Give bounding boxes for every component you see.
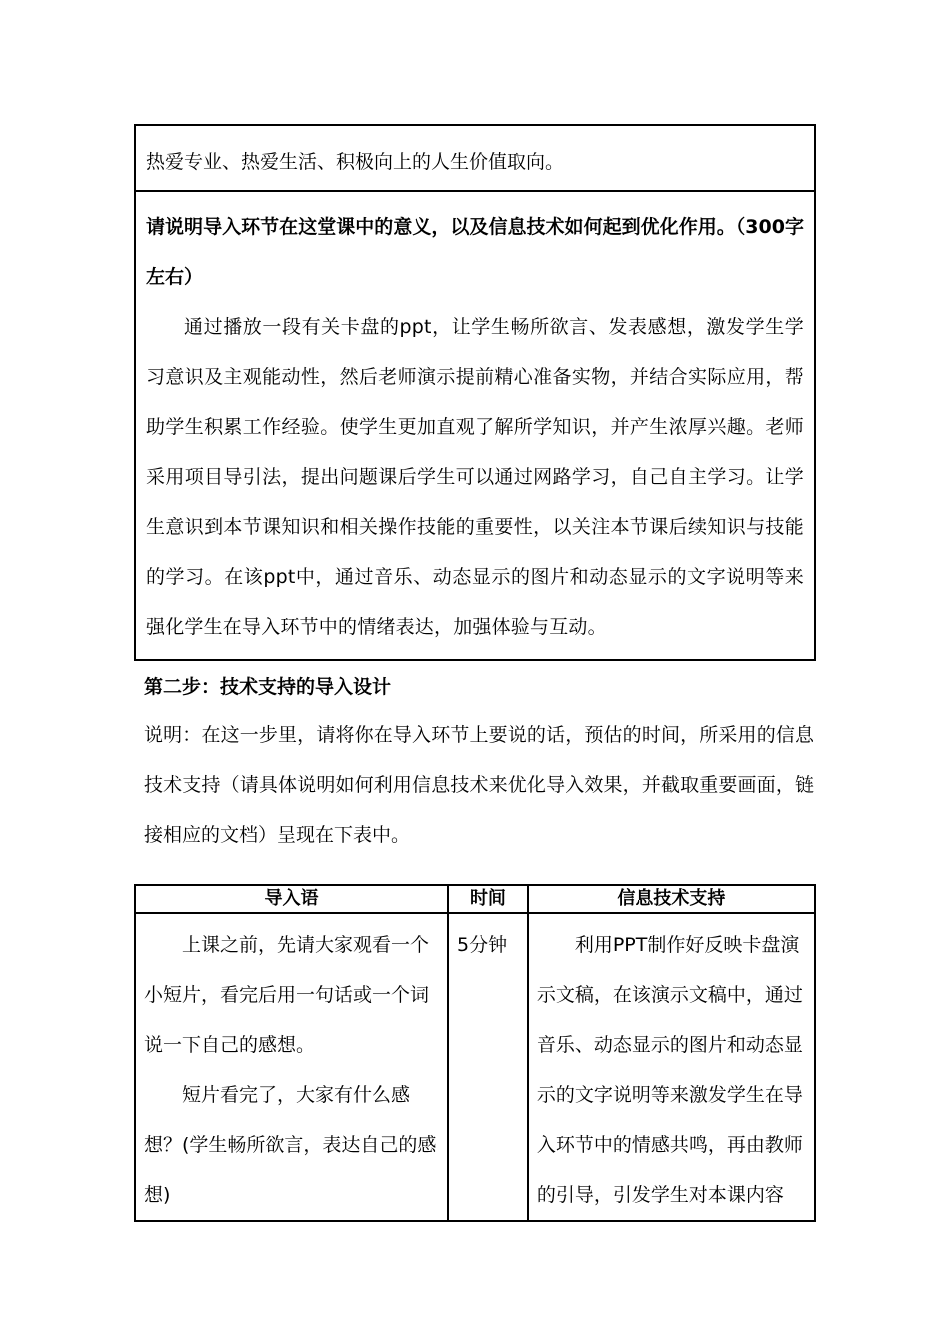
question-prompt: 请说明导入环节在这堂课中的意义，以及信息技术如何起到优化作用。（300字左右） bbox=[146, 216, 804, 288]
table-row bbox=[135, 913, 815, 1221]
header-intro: 导入语 bbox=[135, 885, 448, 913]
header-tech: 信息技术支持 bbox=[528, 885, 815, 913]
time-cell: 5分钟 bbox=[448, 913, 528, 1221]
intro-design-table bbox=[134, 884, 816, 1222]
intro-paragraph-2: 短片看完了，大家有什么感想？(学生畅所欲言，表达自己的感想) bbox=[144, 1084, 437, 1206]
intro-cell bbox=[135, 913, 448, 1221]
table-header-row bbox=[135, 885, 815, 913]
tech-cell: 利用PPT制作好反映卡盘演示文稿，在该演示文稿中，通过音乐、动态显示的图片和动态显示的文字说明等来激发学生在导入环节中的情感共鸣，再由教师的引导，引发学生对本课内容 bbox=[528, 913, 815, 1221]
reflection-box bbox=[134, 124, 816, 661]
intro-paragraph-1: 上课之前，先请大家观看一个小短片，看完后用一句话或一个词说一下自己的感想。 bbox=[144, 934, 430, 1056]
step-two-title: 第二步：技术支持的导入设计 bbox=[144, 676, 392, 698]
step-description: 说明：在这一步里，请将你在导入环节上要说的话，预估的时间，所采用的信息技术支持（请具体说明如何利用信息技术来优化导入效果，并截取重要画面，链接相应的文档）呈现在下表中。 bbox=[144, 724, 814, 846]
header-time: 时间 bbox=[448, 885, 528, 913]
value-orientation-text: 热爱专业、热爱生活、积极向上的人生价值取向。 bbox=[136, 126, 814, 192]
question-section bbox=[136, 192, 814, 652]
answer-text: 通过播放一段有关卡盘的ppt，让学生畅所欲言、发表感想，激发学生学习意识及主观能动性，然后老师演示提前精心准备实物，并结合实际应用，帮助学生积累工作经验。使学生更加直观了解所学知识，并产生浓厚兴趣。老师采用项目导引法，提出问题课后学生可以通过网路学习，自己自主学习。让学生意识到本节课知识和相关操作技能的重要性，以关注本节课后续知识与技能的学习。在该ppt中，通过音乐、动态显示的图片和动态显示的文字说明等来强化学生在导入环节中的情绪表达，加强体验与互动。 bbox=[146, 316, 804, 638]
